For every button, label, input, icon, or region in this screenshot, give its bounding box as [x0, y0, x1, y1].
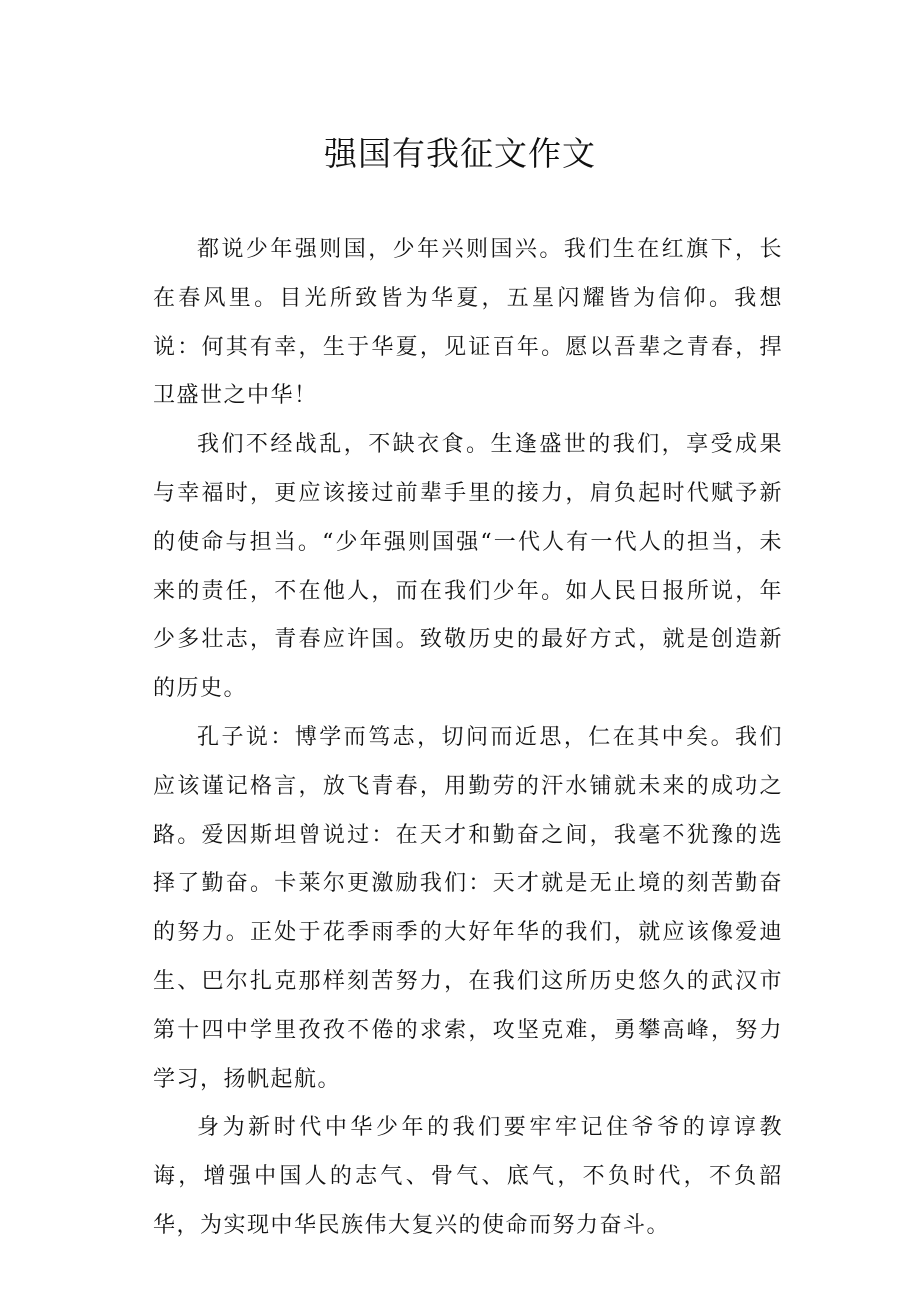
paragraph-3: 孔子说：博学而笃志，切问而近思，仁在其中矣。我们应该谨记格言，放飞青春，用勤劳的汗水铺就未来的成功之路。爱因斯坦曾说过：在天才和勤奋之间，我毫不犹豫的选择了勤奋。卡莱尔更激励我们：天才就是无止境的刻苦勤奋的努力。正处于花季雨季的大好年华的我们，就应该像爱迪生、巴尔扎克那样刻苦努力，在我们这所历史悠久的武汉市第十四中学里孜孜不倦的求索，攻坚克难，勇攀高峰，努力学习，扬帆起航。 — [153, 724, 783, 1092]
document-body — [153, 226, 783, 1251]
paragraph-2: 我们不经战乱，不缺衣食。生逢盛世的我们，享受成果与幸福时，更应该接过前辈手里的接力，肩负起时代赋予新的使命与担当。“少年强则国强“一代人有一代人的担当，未来的责任，不在他人，而在我们少年。如人民日报所说，年少多壮志，青春应许国。致敬历史的最好方式，就是创造新的历史。 — [153, 432, 783, 702]
paragraph-4: 身为新时代中华少年的我们要牢牢记住爷爷的谆谆教诲，增强中国人的志气、骨气、底气，不负时代，不负韶华，为实现中华民族伟大复兴的使命而努力奋斗。 — [153, 1115, 783, 1238]
document-title: 强国有我征文作文 — [324, 134, 596, 173]
paragraph-1: 都说少年强则国，少年兴则国兴。我们生在红旗下，长在春风里。目光所致皆为华夏，五星闪耀皆为信仰。我想说：何其有幸，生于华夏，见证百年。愿以吾辈之青春，捍卫盛世之中华！ — [153, 237, 783, 409]
